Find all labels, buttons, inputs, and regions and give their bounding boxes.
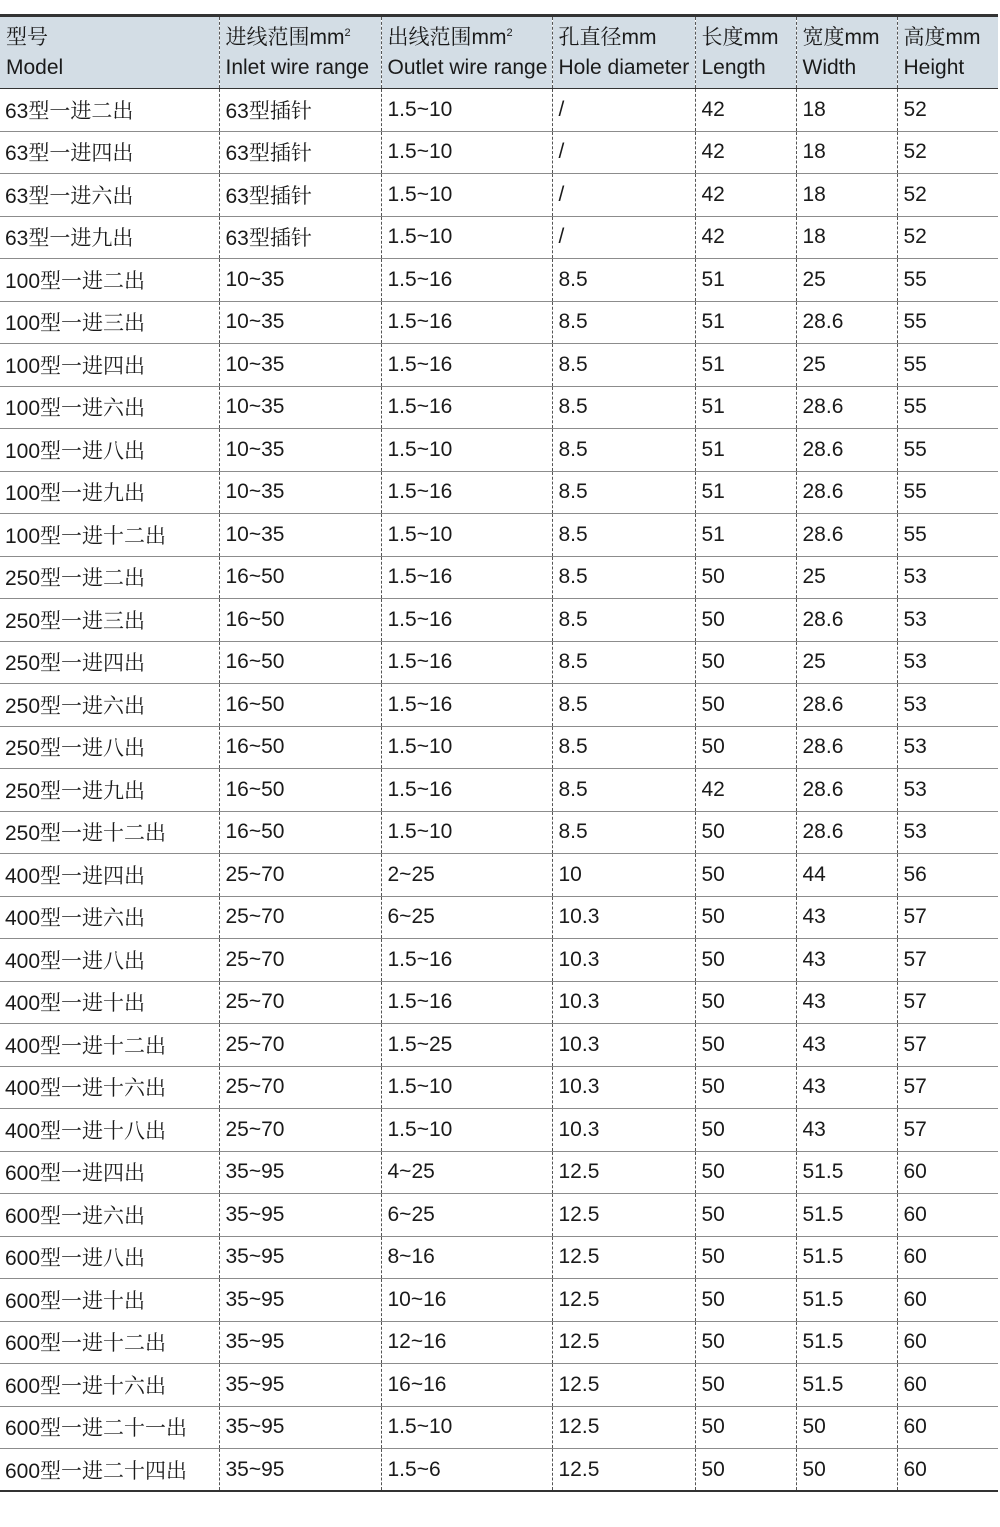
column-header-zh (904, 23, 995, 53)
column-header-zh-text: 高度mm (903, 25, 981, 49)
cell-inlet: 16~50 (219, 811, 381, 854)
cell-height: 57 (897, 1109, 998, 1152)
cell-hole: 8.5 (552, 471, 695, 514)
cell-length: 50 (695, 896, 796, 939)
cell-inlet: 25~70 (219, 1109, 381, 1152)
cell-outlet: 1.5~16 (381, 556, 552, 599)
cell-hole: 12.5 (552, 1279, 695, 1322)
column-header-zh (226, 23, 377, 53)
cell-hole: 10 (552, 854, 695, 897)
cell-outlet: 1.5~16 (381, 981, 552, 1024)
cell-outlet: 12~16 (381, 1321, 552, 1364)
cell-outlet: 1.5~6 (381, 1449, 552, 1492)
cell-outlet: 16~16 (381, 1364, 552, 1407)
cell-outlet: 1.5~10 (381, 216, 552, 259)
cell-model: 100型一进三出 (0, 301, 219, 344)
cell-width: 43 (796, 939, 897, 982)
cell-outlet: 6~25 (381, 1194, 552, 1237)
cell-height: 55 (897, 344, 998, 387)
column-header-width (796, 16, 897, 89)
table-row (0, 981, 998, 1024)
cell-outlet: 1.5~16 (381, 471, 552, 514)
table-row (0, 131, 998, 174)
cell-length: 50 (695, 599, 796, 642)
cell-inlet: 63型插针 (219, 174, 381, 217)
cell-model: 400型一进十出 (0, 981, 219, 1024)
cell-hole: 8.5 (552, 599, 695, 642)
cell-hole: 8.5 (552, 514, 695, 557)
cell-length: 42 (695, 131, 796, 174)
cell-width: 51.5 (796, 1151, 897, 1194)
cell-width: 43 (796, 981, 897, 1024)
cell-height: 60 (897, 1151, 998, 1194)
cell-height: 53 (897, 726, 998, 769)
cell-hole: 8.5 (552, 769, 695, 812)
cell-outlet: 2~25 (381, 854, 552, 897)
cell-model: 600型一进十二出 (0, 1321, 219, 1364)
cell-hole: 10.3 (552, 1066, 695, 1109)
cell-length: 50 (695, 811, 796, 854)
cell-inlet: 35~95 (219, 1194, 381, 1237)
cell-hole: / (552, 89, 695, 132)
cell-length: 51 (695, 429, 796, 472)
cell-width: 25 (796, 259, 897, 302)
cell-length: 50 (695, 1364, 796, 1407)
column-header-zh (6, 23, 215, 53)
cell-inlet: 10~35 (219, 344, 381, 387)
table-row (0, 344, 998, 387)
table-header (0, 16, 998, 89)
cell-model: 250型一进四出 (0, 641, 219, 684)
cell-height: 52 (897, 89, 998, 132)
cell-model: 400型一进八出 (0, 939, 219, 982)
cell-inlet: 10~35 (219, 259, 381, 302)
cell-width: 18 (796, 131, 897, 174)
cell-hole: 10.3 (552, 981, 695, 1024)
cell-inlet: 16~50 (219, 641, 381, 684)
cell-height: 55 (897, 429, 998, 472)
unit-superscript: 2 (344, 26, 351, 39)
cell-length: 50 (695, 939, 796, 982)
cell-hole: 8.5 (552, 556, 695, 599)
cell-width: 28.6 (796, 599, 897, 642)
cell-inlet: 35~95 (219, 1321, 381, 1364)
column-header-zh-text: 孔直径mm (558, 25, 657, 49)
cell-length: 42 (695, 769, 796, 812)
cell-inlet: 25~70 (219, 1024, 381, 1067)
cell-hole: 8.5 (552, 259, 695, 302)
cell-inlet: 10~35 (219, 386, 381, 429)
cell-model: 600型一进八出 (0, 1236, 219, 1279)
cell-model: 100型一进十二出 (0, 514, 219, 557)
cell-hole: 10.3 (552, 1024, 695, 1067)
cell-outlet: 1.5~16 (381, 684, 552, 727)
cell-model: 600型一进二十四出 (0, 1449, 219, 1492)
cell-height: 53 (897, 599, 998, 642)
table-row (0, 641, 998, 684)
cell-length: 50 (695, 1151, 796, 1194)
cell-length: 50 (695, 1109, 796, 1152)
cell-width: 28.6 (796, 386, 897, 429)
cell-height: 60 (897, 1406, 998, 1449)
cell-width: 43 (796, 1066, 897, 1109)
cell-height: 57 (897, 981, 998, 1024)
table-row (0, 1279, 998, 1322)
cell-model: 250型一进六出 (0, 684, 219, 727)
cell-outlet: 1.5~16 (381, 641, 552, 684)
cell-length: 42 (695, 89, 796, 132)
cell-width: 51.5 (796, 1194, 897, 1237)
column-header-zh (559, 23, 691, 53)
cell-length: 51 (695, 471, 796, 514)
column-header-en: Hole diameter (558, 55, 690, 79)
cell-hole: 12.5 (552, 1151, 695, 1194)
cell-outlet: 1.5~25 (381, 1024, 552, 1067)
column-header-height (897, 16, 998, 89)
cell-length: 51 (695, 259, 796, 302)
cell-model: 250型一进十二出 (0, 811, 219, 854)
cell-width: 44 (796, 854, 897, 897)
cell-inlet: 25~70 (219, 1066, 381, 1109)
cell-outlet: 1.5~16 (381, 259, 552, 302)
cell-hole: / (552, 174, 695, 217)
spec-table (0, 14, 998, 1492)
cell-width: 43 (796, 1109, 897, 1152)
cell-inlet: 35~95 (219, 1236, 381, 1279)
cell-hole: 12.5 (552, 1236, 695, 1279)
cell-model: 400型一进十二出 (0, 1024, 219, 1067)
table-row (0, 1321, 998, 1364)
table-row (0, 429, 998, 472)
cell-inlet: 63型插针 (219, 131, 381, 174)
cell-outlet: 1.5~16 (381, 769, 552, 812)
column-header-model (0, 16, 219, 89)
cell-model: 600型一进四出 (0, 1151, 219, 1194)
cell-height: 53 (897, 811, 998, 854)
cell-height: 52 (897, 216, 998, 259)
cell-height: 60 (897, 1449, 998, 1492)
table-row (0, 811, 998, 854)
cell-hole: 12.5 (552, 1194, 695, 1237)
cell-width: 51.5 (796, 1364, 897, 1407)
cell-height: 52 (897, 131, 998, 174)
cell-hole: 12.5 (552, 1449, 695, 1492)
cell-model: 100型一进二出 (0, 259, 219, 302)
cell-inlet: 63型插针 (219, 89, 381, 132)
table-row (0, 1449, 998, 1492)
cell-model: 600型一进六出 (0, 1194, 219, 1237)
column-header-zh (388, 23, 548, 53)
cell-inlet: 10~35 (219, 514, 381, 557)
cell-outlet: 1.5~16 (381, 599, 552, 642)
cell-height: 53 (897, 769, 998, 812)
cell-model: 63型一进九出 (0, 216, 219, 259)
cell-width: 43 (796, 896, 897, 939)
table-row (0, 1109, 998, 1152)
cell-model: 600型一进二十一出 (0, 1406, 219, 1449)
table-row (0, 471, 998, 514)
cell-inlet: 35~95 (219, 1449, 381, 1492)
cell-length: 50 (695, 1236, 796, 1279)
cell-hole: 10.3 (552, 1109, 695, 1152)
cell-height: 60 (897, 1194, 998, 1237)
cell-height: 53 (897, 556, 998, 599)
column-header-zh-text: 出线范围mm (387, 25, 507, 49)
cell-outlet: 1.5~10 (381, 514, 552, 557)
cell-hole: 12.5 (552, 1406, 695, 1449)
cell-hole: 8.5 (552, 429, 695, 472)
cell-outlet: 6~25 (381, 896, 552, 939)
cell-hole: 10.3 (552, 896, 695, 939)
table-row (0, 1364, 998, 1407)
table-row (0, 301, 998, 344)
cell-height: 55 (897, 259, 998, 302)
cell-length: 50 (695, 1321, 796, 1364)
cell-outlet: 1.5~16 (381, 386, 552, 429)
cell-height: 57 (897, 1024, 998, 1067)
column-header-zh-text: 宽度mm (802, 25, 880, 49)
cell-model: 63型一进四出 (0, 131, 219, 174)
cell-hole: 8.5 (552, 641, 695, 684)
column-header-zh-text: 型号 (6, 25, 48, 49)
cell-model: 63型一进六出 (0, 174, 219, 217)
cell-outlet: 4~25 (381, 1151, 552, 1194)
cell-height: 57 (897, 939, 998, 982)
table-row (0, 259, 998, 302)
column-header-en: Height (903, 55, 965, 79)
cell-model: 250型一进三出 (0, 599, 219, 642)
cell-hole: 12.5 (552, 1364, 695, 1407)
cell-inlet: 63型插针 (219, 216, 381, 259)
cell-outlet: 1.5~10 (381, 131, 552, 174)
table-row (0, 1066, 998, 1109)
cell-height: 56 (897, 854, 998, 897)
table-row (0, 556, 998, 599)
cell-inlet: 35~95 (219, 1151, 381, 1194)
cell-length: 50 (695, 1449, 796, 1492)
cell-length: 50 (695, 1406, 796, 1449)
cell-height: 55 (897, 386, 998, 429)
cell-outlet: 1.5~10 (381, 1066, 552, 1109)
cell-outlet: 1.5~10 (381, 429, 552, 472)
cell-length: 50 (695, 1066, 796, 1109)
column-header-en: Length (701, 55, 766, 79)
cell-length: 50 (695, 641, 796, 684)
cell-outlet: 1.5~10 (381, 174, 552, 217)
cell-width: 18 (796, 174, 897, 217)
column-header-zh-text: 进线范围mm (225, 25, 345, 49)
cell-length: 50 (695, 854, 796, 897)
cell-outlet: 1.5~10 (381, 1109, 552, 1152)
cell-height: 60 (897, 1236, 998, 1279)
cell-model: 250型一进九出 (0, 769, 219, 812)
cell-model: 100型一进九出 (0, 471, 219, 514)
cell-model: 600型一进十六出 (0, 1364, 219, 1407)
cell-outlet: 1.5~10 (381, 726, 552, 769)
cell-width: 51.5 (796, 1279, 897, 1322)
cell-model: 600型一进十出 (0, 1279, 219, 1322)
cell-width: 43 (796, 1024, 897, 1067)
column-header-outlet-wire-range (381, 16, 552, 89)
cell-length: 42 (695, 216, 796, 259)
cell-inlet: 35~95 (219, 1279, 381, 1322)
cell-inlet: 16~50 (219, 726, 381, 769)
cell-length: 42 (695, 174, 796, 217)
table-row (0, 939, 998, 982)
cell-length: 50 (695, 556, 796, 599)
cell-length: 50 (695, 726, 796, 769)
cell-width: 51.5 (796, 1236, 897, 1279)
column-header-length (695, 16, 796, 89)
column-header-inlet-wire-range (219, 16, 381, 89)
cell-width: 28.6 (796, 301, 897, 344)
cell-inlet: 25~70 (219, 939, 381, 982)
cell-model: 100型一进六出 (0, 386, 219, 429)
cell-inlet: 35~95 (219, 1406, 381, 1449)
cell-height: 60 (897, 1364, 998, 1407)
cell-width: 25 (796, 344, 897, 387)
cell-hole: 8.5 (552, 684, 695, 727)
header-row (0, 16, 998, 89)
cell-hole: 8.5 (552, 301, 695, 344)
cell-outlet: 1.5~16 (381, 939, 552, 982)
table-row (0, 174, 998, 217)
cell-width: 18 (796, 216, 897, 259)
table-row (0, 216, 998, 259)
cell-width: 28.6 (796, 769, 897, 812)
cell-height: 53 (897, 641, 998, 684)
cell-outlet: 1.5~16 (381, 301, 552, 344)
cell-length: 50 (695, 1194, 796, 1237)
cell-model: 100型一进八出 (0, 429, 219, 472)
column-header-zh (702, 23, 792, 53)
cell-model: 400型一进四出 (0, 854, 219, 897)
column-header-hole-diameter (552, 16, 695, 89)
cell-inlet: 35~95 (219, 1364, 381, 1407)
cell-hole: 10.3 (552, 939, 695, 982)
cell-model: 250型一进二出 (0, 556, 219, 599)
column-header-en: Outlet wire range (387, 55, 548, 79)
cell-hole: 8.5 (552, 726, 695, 769)
cell-width: 25 (796, 641, 897, 684)
column-header-zh (803, 23, 893, 53)
cell-length: 51 (695, 514, 796, 557)
cell-width: 28.6 (796, 684, 897, 727)
table-row (0, 599, 998, 642)
cell-model: 250型一进八出 (0, 726, 219, 769)
cell-height: 55 (897, 514, 998, 557)
column-header-zh-text: 长度mm (701, 25, 779, 49)
cell-hole: / (552, 216, 695, 259)
cell-inlet: 25~70 (219, 981, 381, 1024)
cell-width: 50 (796, 1449, 897, 1492)
cell-inlet: 16~50 (219, 556, 381, 599)
cell-outlet: 1.5~10 (381, 89, 552, 132)
unit-superscript: 2 (506, 26, 513, 39)
cell-length: 51 (695, 386, 796, 429)
cell-width: 28.6 (796, 811, 897, 854)
table-row (0, 386, 998, 429)
cell-inlet: 25~70 (219, 854, 381, 897)
cell-hole: 8.5 (552, 811, 695, 854)
cell-length: 51 (695, 344, 796, 387)
cell-hole: 12.5 (552, 1321, 695, 1364)
table-row (0, 1151, 998, 1194)
cell-length: 50 (695, 1279, 796, 1322)
cell-inlet: 10~35 (219, 301, 381, 344)
cell-hole: / (552, 131, 695, 174)
table-row (0, 1194, 998, 1237)
cell-height: 60 (897, 1279, 998, 1322)
table-row (0, 726, 998, 769)
cell-inlet: 25~70 (219, 896, 381, 939)
cell-height: 53 (897, 684, 998, 727)
table-row (0, 896, 998, 939)
cell-outlet: 1.5~10 (381, 811, 552, 854)
table-row (0, 769, 998, 812)
cell-width: 28.6 (796, 429, 897, 472)
cell-model: 63型一进二出 (0, 89, 219, 132)
cell-hole: 8.5 (552, 344, 695, 387)
cell-hole: 8.5 (552, 386, 695, 429)
cell-inlet: 16~50 (219, 599, 381, 642)
cell-outlet: 1.5~16 (381, 344, 552, 387)
column-header-en: Inlet wire range (225, 55, 370, 79)
cell-length: 50 (695, 981, 796, 1024)
cell-width: 28.6 (796, 514, 897, 557)
table-row (0, 1236, 998, 1279)
table-row (0, 89, 998, 132)
column-header-en: Width (802, 55, 857, 79)
cell-inlet: 10~35 (219, 429, 381, 472)
cell-height: 52 (897, 174, 998, 217)
cell-model: 400型一进十六出 (0, 1066, 219, 1109)
cell-height: 57 (897, 896, 998, 939)
cell-width: 28.6 (796, 726, 897, 769)
cell-model: 100型一进四出 (0, 344, 219, 387)
cell-length: 50 (695, 684, 796, 727)
cell-inlet: 16~50 (219, 684, 381, 727)
cell-width: 25 (796, 556, 897, 599)
table-row (0, 1024, 998, 1067)
cell-length: 51 (695, 301, 796, 344)
cell-length: 50 (695, 1024, 796, 1067)
table-row (0, 1406, 998, 1449)
table-row (0, 514, 998, 557)
cell-height: 55 (897, 471, 998, 514)
cell-height: 60 (897, 1321, 998, 1364)
cell-model: 400型一进十八出 (0, 1109, 219, 1152)
table-body (0, 89, 998, 1492)
cell-width: 18 (796, 89, 897, 132)
cell-outlet: 8~16 (381, 1236, 552, 1279)
cell-inlet: 10~35 (219, 471, 381, 514)
cell-outlet: 1.5~10 (381, 1406, 552, 1449)
cell-model: 400型一进六出 (0, 896, 219, 939)
table-row (0, 854, 998, 897)
cell-width: 51.5 (796, 1321, 897, 1364)
cell-width: 50 (796, 1406, 897, 1449)
cell-height: 57 (897, 1066, 998, 1109)
cell-width: 28.6 (796, 471, 897, 514)
table-row (0, 684, 998, 727)
cell-outlet: 10~16 (381, 1279, 552, 1322)
cell-inlet: 16~50 (219, 769, 381, 812)
cell-height: 55 (897, 301, 998, 344)
column-header-en: Model (6, 55, 64, 79)
